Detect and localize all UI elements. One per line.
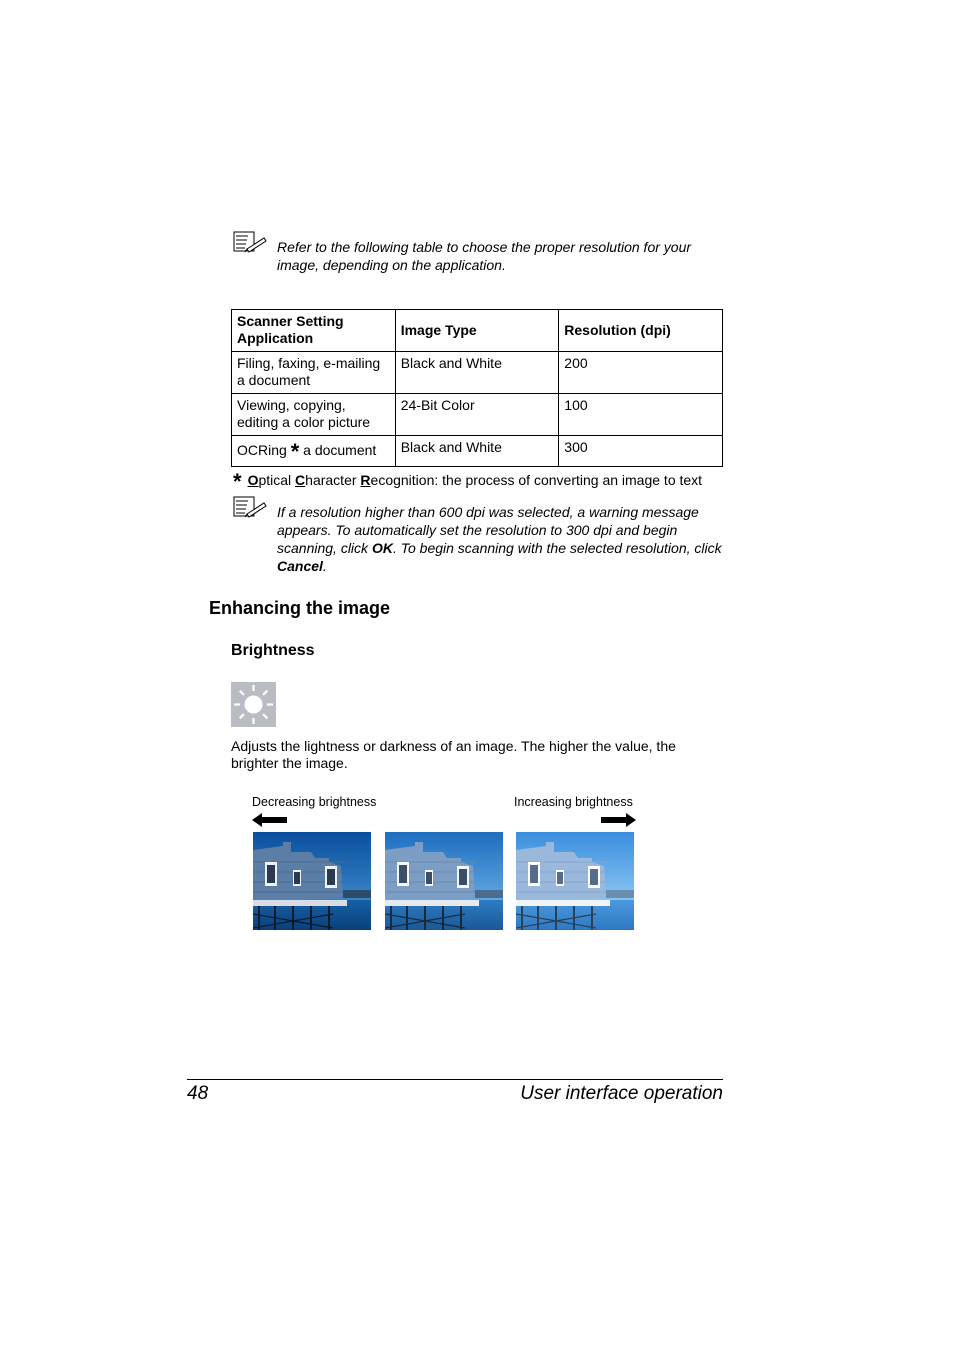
page-number: 48 [187,1083,209,1104]
ocr-label: OCRing [237,442,287,458]
warning-note [277,503,722,575]
brightness-description: Adjusts the lightness or darkness of an image. The higher the value, the brighter the image. [231,738,676,771]
cancel-label: Cancel [277,558,323,574]
table-header: Resolution (dpi) [559,310,723,352]
subsection-title: Brightness [231,642,315,659]
note-pencil-icon [233,231,267,253]
footnote-letter: C [295,472,306,488]
table-header: Image Type [395,310,559,352]
table-cell: Black and White [395,436,559,467]
note-text: Refer to the following table to choose the proper resolution for your image, depending on the application. [277,239,692,273]
table-cell: 24-Bit Color [395,394,559,436]
footnote-text: ptical [258,472,296,488]
asterisk-mark: * [233,469,242,494]
note-text: . To begin scanning with the selected resolution, click [392,540,722,556]
footnote-letter: R [360,472,371,488]
footnote-text: haracter [305,472,361,488]
note-text: . [322,558,327,574]
chapter-title: User interface operation [520,1083,723,1104]
table-cell [232,436,396,467]
increasing-caption: Increasing brightness [514,795,633,809]
asterisk-mark: * [290,439,300,464]
photo-brighter [516,832,634,930]
footnote-letter: O [247,472,259,488]
table-row [232,394,723,436]
table-header: Scanner Setting Application [232,310,396,352]
table-row [232,436,723,467]
footer-rule [187,1079,723,1080]
table-cell: Viewing, copying, editing a color picture [232,394,396,436]
table-header-row [232,310,723,352]
note-text: If a resolution higher than 600 dpi was selected, a warning message appears. To automatically set the resolution to 300 dpi and begin scanning, click [277,504,699,556]
section-title: Enhancing the image [209,598,391,618]
ocr-footnote [233,469,703,494]
photo-darker [253,832,371,930]
ok-label: OK [371,540,393,556]
table-cell: Black and White [395,352,559,394]
table-row [232,352,723,394]
table-cell: Filing, faxing, e-mailing a document [232,352,396,394]
arrow-left-icon [252,813,288,827]
table-cell: 300 [559,436,723,467]
ocr-suffix: a document [303,442,377,458]
footnote-text: ecognition: the process of converting an image to text [370,472,703,488]
note-pencil-icon [233,496,267,518]
arrow-right-icon [600,813,636,827]
decreasing-caption: Decreasing brightness [252,795,377,809]
photo-original [385,832,503,930]
table-cell: 200 [559,352,723,394]
sun-icon [231,682,276,727]
resolution-table [231,309,723,467]
table-cell: 100 [559,394,723,436]
